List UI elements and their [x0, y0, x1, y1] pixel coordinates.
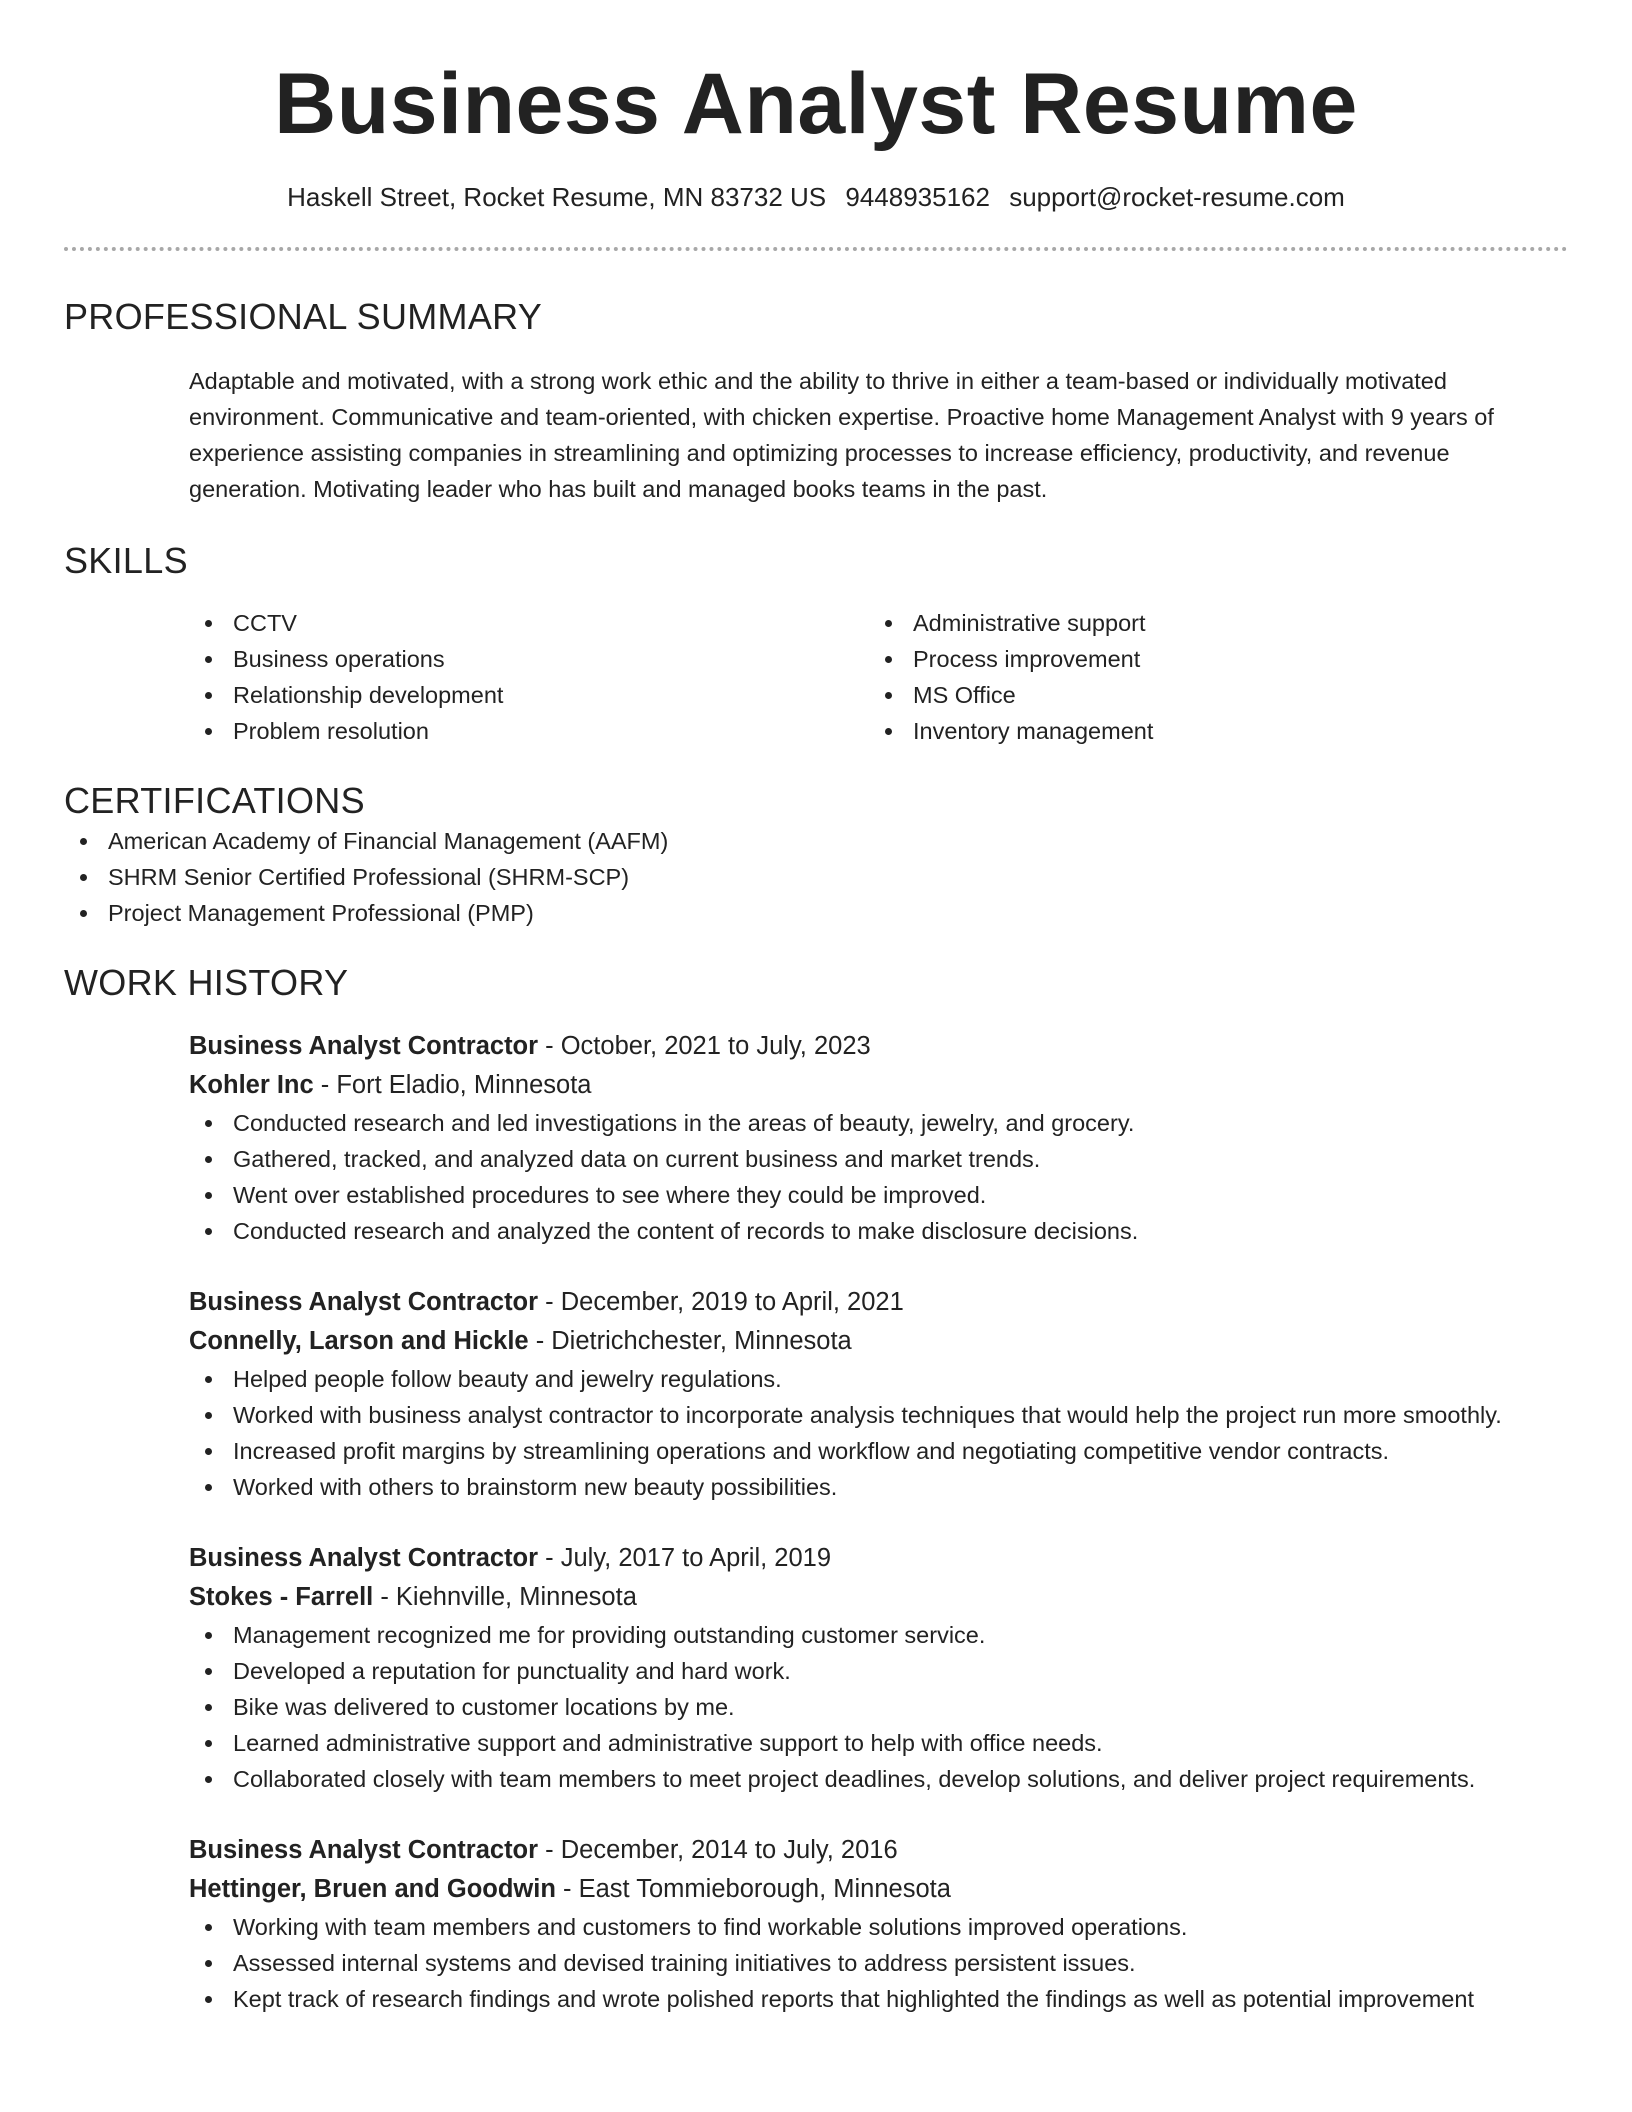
- job-dates: - December, 2019 to April, 2021: [538, 1288, 904, 1316]
- job-location: - Fort Eladio, Minnesota: [313, 1071, 592, 1099]
- skills-column-left: [189, 605, 869, 749]
- work-history-heading: WORK HISTORY: [64, 962, 349, 1003]
- skill-item: MS Office: [869, 677, 1549, 713]
- skill-item: Relationship development: [189, 677, 869, 713]
- certifications-section: [64, 779, 1568, 931]
- job-bullet: Gathered, tracked, and analyzed data on current business and market trends.: [189, 1141, 1568, 1177]
- job-dates: - December, 2014 to July, 2016: [538, 1836, 898, 1864]
- job-bullets: [189, 1909, 1568, 2017]
- resume-page: [64, 0, 1568, 2017]
- job-location: - Kiehnville, Minnesota: [373, 1583, 637, 1611]
- contact-line: [64, 180, 1568, 214]
- job-entry: [189, 1539, 1568, 1797]
- job-bullet: Increased profit margins by streamlining operations and workflow and negotiating competitive vendor contracts.: [189, 1433, 1568, 1469]
- job-dates: - July, 2017 to April, 2019: [538, 1544, 832, 1572]
- job-title-line: [189, 1831, 1568, 1870]
- resume-title: Business Analyst Resume: [274, 56, 1358, 152]
- summary-heading: PROFESSIONAL SUMMARY: [64, 296, 543, 337]
- job-bullet: Conducted research and analyzed the content of records to make disclosure decisions.: [189, 1213, 1568, 1249]
- job-company-line: [189, 1066, 1568, 1105]
- certification-item: SHRM Senior Certified Professional (SHRM-SCP): [64, 859, 1568, 895]
- job-title-line: [189, 1539, 1568, 1578]
- job-bullet: Assessed internal systems and devised training initiatives to address persistent issues.: [189, 1945, 1568, 1981]
- skills-list-left: [189, 605, 869, 749]
- job-location: - Dietrichchester, Minnesota: [528, 1327, 852, 1355]
- summary-section: [64, 295, 1568, 507]
- job-bullet: Working with team members and customers to find workable solutions improved operations.: [189, 1909, 1568, 1945]
- certifications-heading: CERTIFICATIONS: [64, 780, 365, 821]
- job-dates: - October, 2021 to July, 2023: [538, 1032, 871, 1060]
- skills-list-right: [869, 605, 1549, 749]
- certification-item: American Academy of Financial Management (AAFM): [64, 823, 1568, 859]
- job-bullet: Conducted research and led investigations in the areas of beauty, jewelry, and grocery.: [189, 1105, 1568, 1141]
- job-company: Connelly, Larson and Hickle: [189, 1327, 529, 1355]
- job-title: Business Analyst Contractor: [189, 1544, 539, 1572]
- job-title: Business Analyst Contractor: [189, 1836, 539, 1864]
- header-divider: [64, 247, 1568, 251]
- job-entry: [189, 1027, 1568, 1249]
- skill-item: CCTV: [189, 605, 869, 641]
- job-company: Kohler Inc: [189, 1071, 314, 1099]
- job-title-line: [189, 1027, 1568, 1066]
- job-bullet: Developed a reputation for punctuality and hard work.: [189, 1653, 1568, 1689]
- job-bullets: [189, 1617, 1568, 1797]
- job-title: Business Analyst Contractor: [189, 1032, 539, 1060]
- skills-grid: [189, 605, 1568, 749]
- job-bullets: [189, 1105, 1568, 1249]
- job-bullet: Learned administrative support and administrative support to help with office needs.: [189, 1725, 1568, 1761]
- job-bullet: Collaborated closely with team members to meet project deadlines, develop solutions, and deliver project requirements.: [189, 1761, 1568, 1797]
- skills-heading: SKILLS: [64, 540, 188, 581]
- skill-item: Administrative support: [869, 605, 1549, 641]
- address-text: Haskell Street, Rocket Resume, MN 83732 US: [287, 182, 827, 212]
- work-history-section: [64, 961, 1568, 2017]
- job-bullet: Kept track of research findings and wrote polished reports that highlighted the findings as well as potential improvement: [189, 1981, 1568, 2017]
- job-entry: [189, 1283, 1568, 1505]
- job-bullet: Management recognized me for providing outstanding customer service.: [189, 1617, 1568, 1653]
- skill-item: Process improvement: [869, 641, 1549, 677]
- job-location: - East Tommieborough, Minnesota: [555, 1875, 951, 1903]
- job-bullet: Worked with business analyst contractor to incorporate analysis techniques that would help the project run more smoothly.: [189, 1397, 1568, 1433]
- skill-item: Business operations: [189, 641, 869, 677]
- job-company: Hettinger, Bruen and Goodwin: [189, 1875, 556, 1903]
- certification-item: Project Management Professional (PMP): [64, 895, 1568, 931]
- job-bullet: Bike was delivered to customer locations by me.: [189, 1689, 1568, 1725]
- skills-column-right: [869, 605, 1549, 749]
- job-company-line: [189, 1870, 1568, 1909]
- certifications-list: [64, 823, 1568, 931]
- skills-section: [64, 539, 1568, 749]
- job-bullets: [189, 1361, 1568, 1505]
- email-text: support@rocket-resume.com: [1009, 182, 1345, 212]
- job-company-line: [189, 1578, 1568, 1617]
- job-entry: [189, 1831, 1568, 2017]
- job-bullet: Went over established procedures to see where they could be improved.: [189, 1177, 1568, 1213]
- job-company-line: [189, 1322, 1568, 1361]
- job-title: Business Analyst Contractor: [189, 1288, 539, 1316]
- job-title-line: [189, 1283, 1568, 1322]
- job-company: Stokes - Farrell: [189, 1583, 374, 1611]
- job-bullet: Worked with others to brainstorm new beauty possibilities.: [189, 1469, 1568, 1505]
- skill-item: Problem resolution: [189, 713, 869, 749]
- skill-item: Inventory management: [869, 713, 1549, 749]
- summary-text: Adaptable and motivated, with a strong work ethic and the ability to thrive in either a team-based or individually motivated environment. Communicative and team-oriented, with chicken expertise. Proactive home Management Analyst with 9 years of experience assisting companies in streamlining and optimizing processes to increase efficiency, productivity, and revenue generation. Motivating leader who has built and managed books teams in the past.: [189, 368, 1494, 502]
- phone-text: 9448935162: [845, 182, 990, 212]
- job-bullet: Helped people follow beauty and jewelry regulations.: [189, 1361, 1568, 1397]
